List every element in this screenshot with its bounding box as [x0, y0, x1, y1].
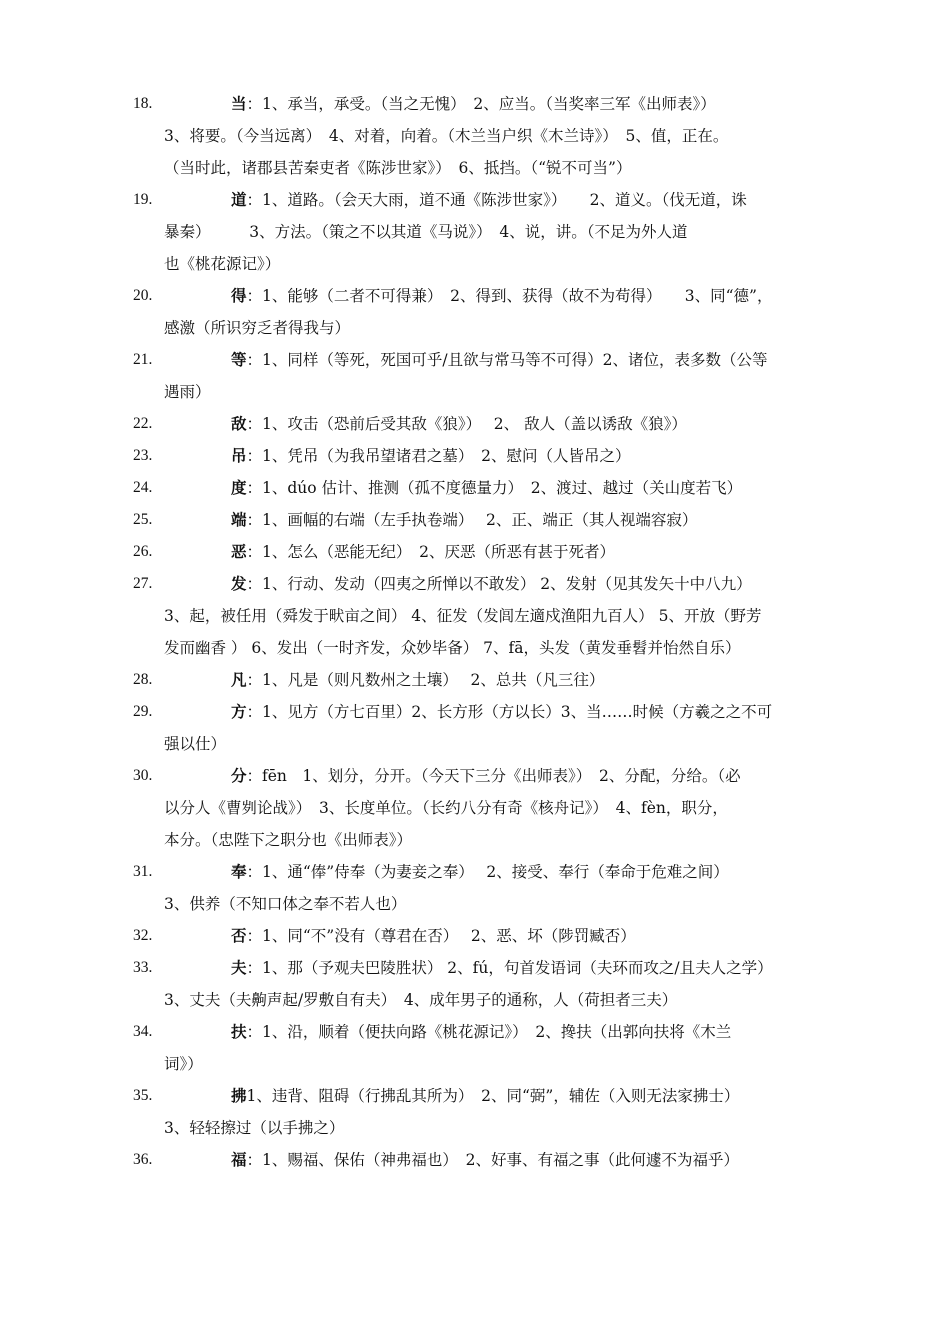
headword: 度	[231, 478, 247, 497]
definition-continuation: 3、将要。（今当远离） 4、对着，向着。（木兰当户织《木兰诗》） 5、值，正在。	[164, 127, 729, 145]
definition-text: ：1、怎么（恶能无纪） 2、厌恶（所恶有甚于死者）	[246, 543, 615, 561]
headword: 奉	[231, 862, 247, 881]
headword: 发	[231, 574, 247, 593]
entry-number: 19.	[133, 191, 153, 208]
headword: 道	[231, 190, 247, 209]
entry-number: 18.	[133, 95, 153, 112]
dictionary-entry	[0, 472, 950, 504]
dictionary-entry	[0, 920, 950, 952]
headword: 凡	[231, 670, 247, 689]
definition-continuation: 3、丈夫（夫齁声起/罗敷自有夫） 4、成年男子的通称，人（荷担者三夫）	[164, 991, 678, 1009]
definition-text: ：1、同样（等死，死国可乎/且欲与常马等不可得）2、诸位，表多数（公等	[246, 351, 768, 369]
dictionary-entry	[0, 1080, 950, 1144]
headword: 当	[231, 94, 247, 113]
definition-text: ：1、见方（方七百里）2、长方形（方以长）3、当……时候（方羲之之不可	[246, 703, 773, 721]
dictionary-entry	[0, 696, 950, 760]
headword: 方	[231, 702, 247, 721]
definition-continuation: 3、起，被任用（舜发于畎亩之间） 4、征发（发闾左適戍渔阳九百人） 5、开放（野芳	[164, 607, 762, 625]
definition-continuation: 词》）	[164, 1055, 203, 1073]
dictionary-entry	[0, 952, 950, 1016]
headword: 等	[231, 350, 247, 369]
entry-number: 34.	[133, 1023, 153, 1040]
headword: 得	[231, 286, 247, 305]
definition-continuation: 感激（所识穷乏者得我与）	[164, 319, 351, 337]
headword: 扶	[231, 1022, 247, 1041]
entry-number: 36.	[133, 1151, 153, 1168]
dictionary-entry	[0, 408, 950, 440]
definition-text: ：1、凭吊（为我吊望诸君之墓） 2、慰问（人皆吊之）	[246, 447, 631, 465]
dictionary-entry	[0, 568, 950, 664]
definition-text: ：1、攻击（恐前后受其敌《狼》） 2、 敌人（盖以诱敌《狼》）	[246, 415, 687, 433]
dictionary-entry	[0, 856, 950, 920]
entry-number: 30.	[133, 767, 153, 784]
definition-text: ：1、那（予观夫巴陵胜状） 2、fú，句首发语词（夫环而攻之/且夫人之学）	[246, 959, 773, 977]
headword: 恶	[231, 542, 247, 561]
definition-continuation: 3、轻轻擦过（以手拂之）	[164, 1119, 345, 1137]
definition-continuation: 强以仕）	[164, 735, 227, 753]
headword: 敌	[231, 414, 247, 433]
headword: 吊	[231, 446, 247, 465]
entry-number: 29.	[133, 703, 153, 720]
definition-text: ：1、画幅的右端（左手执卷端） 2、正、端正（其人视端容寂）	[246, 511, 698, 529]
definition-text: ：1、沿，顺着（便扶向路《桃花源记》） 2、搀扶（出郭向扶将《木兰	[246, 1023, 732, 1041]
definition-text: ：1、同“不”没有（尊君在否） 2、恶、坏（陟罚臧否）	[246, 927, 636, 945]
definition-continuation: 也《桃花源记》）	[164, 255, 281, 273]
definition-text: ：1、行动、发动（四夷之所惮以不敢发） 2、发射（见其发矢十中八九）	[246, 575, 752, 593]
definition-continuation: 发而幽香 ） 6、发出（一时齐发，众妙毕备） 7、fā，头发（黄发垂髫并怡然自乐）	[164, 639, 741, 657]
definition-text: ：1、能够（二者不可得兼） 2、得到、获得（故不为苟得） 3、同“德”，	[246, 287, 773, 305]
definition-continuation: 本分。（忠陛下之职分也《出师表》）	[164, 831, 413, 849]
definition-text: ：1、通“俸”侍奉（为妻妾之奉） 2、接受、奉行（奉命于危难之间）	[246, 863, 729, 881]
dictionary-entry	[0, 440, 950, 472]
definition-text: ：1、凡是（则凡数州之土壤） 2、总共（凡三往）	[246, 671, 605, 689]
headword: 否	[231, 926, 247, 945]
definition-continuation: 3、供养（不知口体之奉不若人也）	[164, 895, 407, 913]
dictionary-entry	[0, 504, 950, 536]
entry-number: 35.	[133, 1087, 153, 1104]
headword: 福	[231, 1150, 247, 1169]
headword: 分	[231, 766, 247, 785]
dictionary-entry	[0, 664, 950, 696]
definition-text: ：1、dúo 估计、推测（孤不度德量力） 2、渡过、越过（关山度若飞）	[246, 479, 743, 497]
dictionary-entry	[0, 1144, 950, 1176]
dictionary-entry	[0, 184, 950, 280]
entry-number: 26.	[133, 543, 153, 560]
definition-text: ：1、承当，承受。（当之无愧） 2、应当。（当奖率三军《出师表》）	[246, 95, 716, 113]
entry-number: 31.	[133, 863, 153, 880]
definition-continuation: 以分人《曹刿论战》） 3、长度单位。（长约八分有奇《核舟记》） 4、fèn，职分，	[164, 799, 728, 817]
dictionary-entry	[0, 88, 950, 184]
dictionary-entry	[0, 1016, 950, 1080]
dictionary-entry	[0, 344, 950, 408]
definition-continuation: 暴秦） 3、方法。（策之不以其道《马说》） 4、说，讲。（不足为外人道	[164, 223, 688, 241]
headword: 拂	[231, 1086, 247, 1105]
dictionary-entry	[0, 760, 950, 856]
entry-number: 22.	[133, 415, 153, 432]
document-page	[0, 88, 950, 1176]
entry-number: 28.	[133, 671, 153, 688]
dictionary-entry	[0, 536, 950, 568]
dictionary-entry	[0, 280, 950, 344]
entry-number: 27.	[133, 575, 153, 592]
definition-continuation: 遇雨）	[164, 383, 211, 401]
entry-number: 32.	[133, 927, 153, 944]
definition-continuation: （当时此，诸郡县苦秦吏者《陈涉世家》） 6、抵挡。（“锐不可当”）	[164, 159, 632, 177]
definition-text: ：fēn 1、划分，分开。（今天下三分《出师表》） 2、分配，分给。（必	[246, 767, 741, 785]
entry-number: 21.	[133, 351, 153, 368]
entry-number: 24.	[133, 479, 153, 496]
headword: 夫	[231, 958, 247, 977]
headword: 端	[231, 510, 247, 529]
entry-number: 23.	[133, 447, 153, 464]
definition-text: ：1、道路。（会天大雨，道不通《陈涉世家》） 2、道义。（伐无道，诛	[246, 191, 747, 209]
entry-number: 20.	[133, 287, 153, 304]
entry-number: 33.	[133, 959, 153, 976]
definition-text: 1、违背、阻碍（行拂乱其所为） 2、同“弼”，辅佐（入则无法家拂士）	[246, 1087, 740, 1105]
definition-text: ：1、赐福、保佑（神弗福也） 2、好事、有福之事（此何遽不为福乎）	[246, 1151, 739, 1169]
entry-number: 25.	[133, 511, 153, 528]
